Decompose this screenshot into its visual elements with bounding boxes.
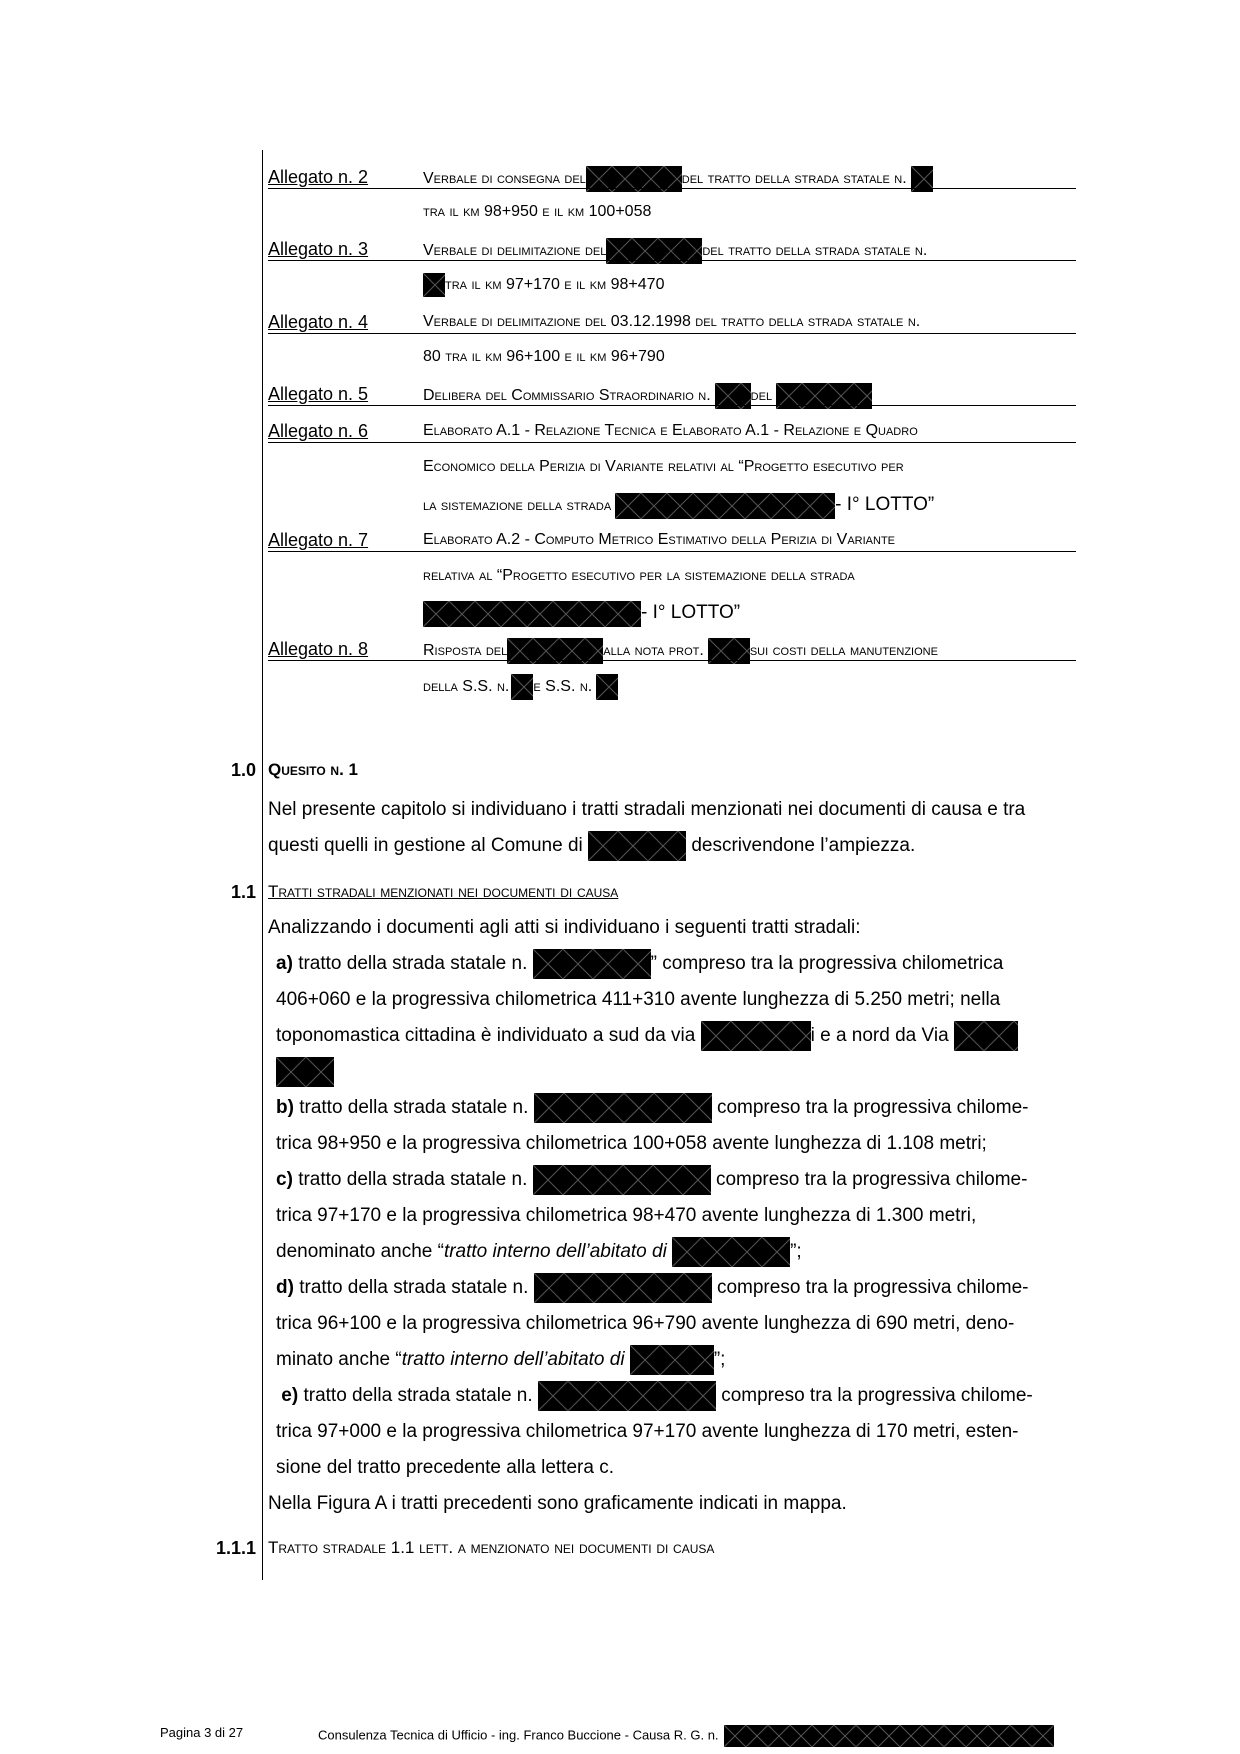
underline bbox=[268, 188, 1076, 189]
attachment-6-lotto: - I° LOTTO” bbox=[835, 494, 935, 516]
redaction-block bbox=[701, 1021, 811, 1051]
item-text: trica 97+170 e la progressiva chilometrica 98+470 avente lunghezza di 1.300 metri, bbox=[276, 1205, 977, 1226]
attachment-text: alla nota prot. bbox=[603, 642, 704, 660]
underline bbox=[268, 551, 1076, 552]
redaction-block bbox=[511, 674, 533, 700]
item-text: ”; bbox=[713, 1349, 726, 1370]
attachment-7 bbox=[268, 529, 1076, 553]
item-label: b) bbox=[276, 1097, 294, 1118]
item-text: 406+060 e la progressiva chilometrica 411+310 avente lunghezza di 5.250 metri; nella bbox=[276, 989, 1001, 1010]
item-text: ” compreso tra la progressiva chilometrica bbox=[650, 953, 1004, 974]
attachment-text: Elaborato A.2 - Computo Metrico Estimativo della Perizia di Variante bbox=[423, 531, 896, 548]
attachment-2-line2: tra il km 98+950 e il km 100+058 bbox=[423, 203, 652, 220]
attachment-3-line2: tra il km 97+170 e il km 98+470 bbox=[445, 276, 665, 294]
item-text: compreso tra la progressiva chilome- bbox=[715, 1169, 1028, 1190]
item-text: sione del tratto precedente alla lettera c. bbox=[276, 1457, 614, 1478]
attachment-label: Allegato n. 3 bbox=[268, 239, 369, 259]
paragraph bbox=[268, 792, 1076, 864]
attachment-label: Allegato n. 7 bbox=[268, 530, 369, 550]
item-text: trica 97+000 e la progressiva chilometrica 97+170 avente lunghezza di 170 metri, esten- bbox=[276, 1421, 1019, 1442]
attachment-8-line2: della S.S. n. bbox=[423, 678, 510, 696]
underline bbox=[268, 260, 1076, 261]
attachment-7-line2: relativa al “Progetto esecutivo per la sistemazione della strada bbox=[423, 567, 855, 584]
attachment-4 bbox=[268, 311, 1076, 335]
attachment-text: sui costi della manutenzione bbox=[749, 642, 938, 660]
attachment-7-lotto: - I° LOTTO” bbox=[641, 602, 741, 624]
redaction-block bbox=[534, 1093, 712, 1123]
list-item-b bbox=[276, 1090, 1076, 1162]
item-text: tratto della strada statale n. bbox=[303, 1385, 533, 1406]
item-italic: tratto interno dell’abitato di bbox=[443, 1241, 667, 1262]
redaction-block bbox=[724, 1725, 1054, 1747]
margin-rule bbox=[262, 150, 263, 1580]
section-number: 1.1.1 bbox=[215, 1538, 256, 1558]
paragraph-line: descrivendone l’ampiezza. bbox=[691, 835, 916, 856]
attachment-label: Allegato n. 8 bbox=[268, 639, 369, 659]
redaction-block bbox=[615, 493, 835, 519]
item-italic: tratto interno dell’abitato di bbox=[401, 1349, 625, 1370]
section-intro: Analizzando i documenti agli atti si individuano i seguenti tratti stradali: bbox=[268, 917, 861, 938]
attachment-4-line2: 80 tra il km 96+100 e il km 96+790 bbox=[423, 348, 665, 365]
item-text: tratto della strada statale n. bbox=[298, 1169, 528, 1190]
list-item-c bbox=[276, 1162, 1076, 1270]
redaction-block bbox=[954, 1021, 1018, 1051]
redaction-block bbox=[538, 1381, 716, 1411]
attachment-text: del tratto della strada statale n. bbox=[681, 170, 907, 188]
item-text: denominato anche “ bbox=[276, 1241, 444, 1262]
attachment-label: Allegato n. 2 bbox=[268, 167, 369, 187]
redaction-block bbox=[533, 949, 651, 979]
attachment-6-line3: la sistemazione della strada bbox=[423, 497, 612, 515]
redaction-block bbox=[276, 1057, 334, 1087]
item-label: e) bbox=[281, 1385, 299, 1406]
underline bbox=[268, 660, 1076, 661]
footer-text: Consulenza Tecnica di Ufficio - ing. Franco Buccione - Causa R. G. n. bbox=[318, 1727, 719, 1743]
item-label: c) bbox=[276, 1169, 293, 1190]
attachment-text: Delibera del Commissario Straordinario n. bbox=[423, 387, 711, 405]
attachment-text: Verbale di delimitazione del bbox=[423, 242, 607, 260]
item-text: compreso tra la progressiva chilome- bbox=[716, 1097, 1029, 1118]
attachment-text: del tratto della strada statale n. bbox=[702, 242, 928, 260]
paragraph-line: questi quelli in gestione al Comune di bbox=[268, 835, 583, 856]
section-number: 1.1 bbox=[230, 882, 256, 902]
attachment-text: Verbale di consegna del bbox=[423, 170, 586, 188]
attachment-6 bbox=[268, 420, 1076, 444]
underline bbox=[268, 442, 1076, 443]
attachment-text: del bbox=[750, 387, 773, 405]
attachment-8 bbox=[268, 638, 1076, 662]
redaction-block bbox=[596, 674, 618, 700]
attachment-8-line2b: e S.S. n. bbox=[533, 678, 593, 696]
item-text: trica 98+950 e la progressiva chilometrica 100+058 avente lunghezza di 1.108 metri; bbox=[276, 1133, 987, 1154]
attachment-label: Allegato n. 4 bbox=[268, 312, 369, 332]
redaction-block bbox=[588, 831, 686, 861]
redaction-block bbox=[630, 1345, 714, 1375]
section-number: 1.0 bbox=[230, 760, 256, 780]
attachment-text: Elaborato A.1 - Relazione Tecnica e Elaborato A.1 - Relazione e Quadro bbox=[423, 422, 918, 439]
redaction-block bbox=[423, 601, 641, 627]
item-label: a) bbox=[276, 953, 293, 974]
section-title: Tratto stradale 1.1 lett. a menzionato nei documenti di causa bbox=[268, 1538, 715, 1557]
page-number: Pagina 3 di 27 bbox=[160, 1725, 244, 1740]
item-text: compreso tra la progressiva chilome- bbox=[716, 1277, 1029, 1298]
item-text: ”; bbox=[790, 1241, 802, 1262]
item-text: tratto della strada statale n. bbox=[299, 1097, 529, 1118]
attachment-5 bbox=[268, 383, 1076, 407]
attachment-text: Verbale di delimitazione del 03.12.1998 del tratto della strada statale n. bbox=[423, 313, 921, 330]
item-text: trica 96+100 e la progressiva chilometrica 96+790 avente lunghezza di 690 metri, deno- bbox=[276, 1313, 1015, 1334]
section-title: Tratti stradali menzionati nei documenti di causa bbox=[268, 882, 619, 901]
list-item-d bbox=[276, 1270, 1076, 1378]
item-label: d) bbox=[276, 1277, 294, 1298]
item-text: tratto della strada statale n. bbox=[299, 1277, 529, 1298]
underline bbox=[268, 333, 1076, 334]
item-text: toponomastica cittadina è individuato a sud da via bbox=[276, 1025, 696, 1046]
item-text: i e a nord da Via bbox=[810, 1025, 949, 1046]
paragraph-line: Nel presente capitolo si individuano i tratti stradali menzionati nei documenti di causa e tra bbox=[268, 799, 1026, 820]
item-text: compreso tra la progressiva chilome- bbox=[721, 1385, 1033, 1406]
attachment-text: Risposta del bbox=[423, 642, 508, 660]
attachment-2 bbox=[268, 166, 1076, 190]
attachment-3 bbox=[268, 238, 1076, 262]
redaction-block bbox=[423, 273, 445, 297]
list-item-e bbox=[276, 1378, 1076, 1486]
section-title: Quesito n. 1 bbox=[268, 760, 358, 779]
redaction-block bbox=[534, 1273, 712, 1303]
item-text: tratto della strada statale n. bbox=[298, 953, 528, 974]
redaction-block bbox=[672, 1237, 790, 1267]
list-item-a bbox=[276, 946, 1076, 1090]
attachment-label: Allegato n. 5 bbox=[268, 384, 369, 404]
underline bbox=[268, 405, 1076, 406]
item-text: minato anche “ bbox=[276, 1349, 402, 1370]
figure-note: Nella Figura A i tratti precedenti sono graficamente indicati in mappa. bbox=[268, 1493, 847, 1514]
attachment-6-line2: Economico della Perizia di Variante relativi al “Progetto esecutivo per bbox=[423, 458, 904, 475]
attachment-label: Allegato n. 6 bbox=[268, 421, 369, 441]
redaction-block bbox=[533, 1165, 711, 1195]
